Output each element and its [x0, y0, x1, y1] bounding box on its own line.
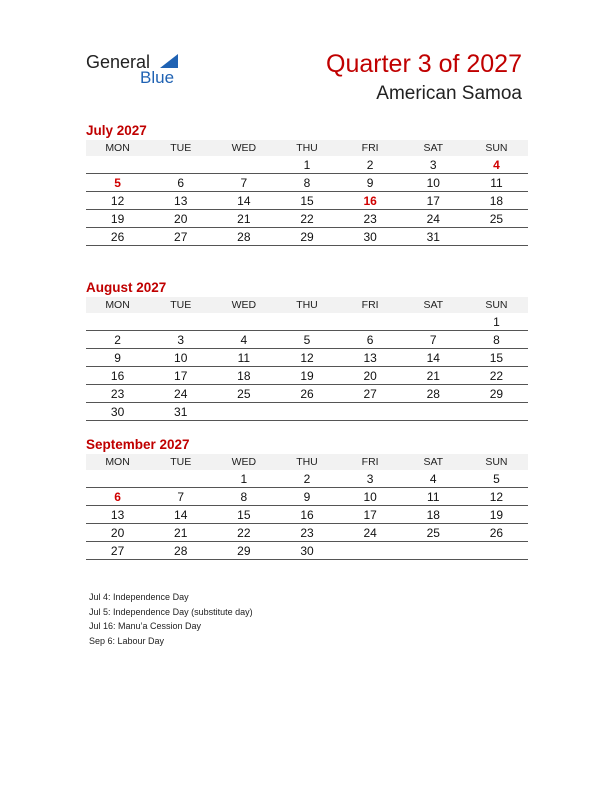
empty-day-cell: [212, 403, 275, 421]
empty-day-cell: [339, 313, 402, 331]
day-cell: 21: [212, 210, 275, 228]
empty-day-cell: [465, 403, 528, 421]
empty-day-cell: [465, 228, 528, 246]
day-cell: 9: [86, 349, 149, 367]
week-row: [86, 228, 528, 246]
day-cell: 23: [339, 210, 402, 228]
day-cell: 22: [212, 524, 275, 542]
day-cell: 8: [212, 488, 275, 506]
day-cell: 23: [275, 524, 338, 542]
weekday-header: MON: [86, 297, 149, 313]
week-row: [86, 385, 528, 403]
empty-day-cell: [86, 156, 149, 174]
day-cell: 27: [86, 542, 149, 560]
country-name: American Samoa: [376, 83, 522, 104]
holiday-note: Jul 16: Manu’a Cession Day: [89, 621, 202, 631]
day-cell: 21: [402, 367, 465, 385]
day-cell: 27: [339, 385, 402, 403]
day-cell: 13: [149, 192, 212, 210]
weekday-header: THU: [275, 297, 338, 313]
day-cell: 26: [275, 385, 338, 403]
day-cell: 16: [275, 506, 338, 524]
day-cell: 7: [149, 488, 212, 506]
day-cell: 10: [339, 488, 402, 506]
empty-day-cell: [149, 470, 212, 488]
day-cell: 19: [86, 210, 149, 228]
logo-general-text: General: [86, 52, 151, 72]
holiday-note: Jul 5: Independence Day (substitute day): [89, 606, 253, 617]
day-cell: 28: [149, 542, 212, 560]
weekday-header: MON: [86, 140, 149, 156]
month-title: July 2027: [86, 123, 147, 138]
weekday-header: FRI: [339, 454, 402, 470]
empty-day-cell: [402, 542, 465, 560]
day-cell: 19: [275, 367, 338, 385]
day-cell: 22: [465, 367, 528, 385]
day-cell: 11: [402, 488, 465, 506]
day-cell: 20: [339, 367, 402, 385]
holiday-note: Sep 6: Labour Day: [89, 635, 165, 646]
day-cell: 29: [275, 228, 338, 246]
weekday-header: THU: [275, 454, 338, 470]
day-cell: 14: [149, 506, 212, 524]
week-row: [86, 331, 528, 349]
empty-day-cell: [149, 156, 212, 174]
day-cell: 9: [339, 174, 402, 192]
day-cell: 18: [212, 367, 275, 385]
empty-day-cell: [149, 313, 212, 331]
day-cell: 24: [402, 210, 465, 228]
day-cell: 10: [149, 349, 212, 367]
day-cell: 19: [465, 506, 528, 524]
month-title: August 2027: [86, 280, 167, 295]
day-cell: 7: [402, 331, 465, 349]
page-title: Quarter 3 of 2027: [326, 50, 522, 78]
day-cell: 18: [402, 506, 465, 524]
day-cell: 30: [275, 542, 338, 560]
weekday-header: FRI: [339, 140, 402, 156]
week-row: [86, 542, 528, 560]
holiday-notes: [89, 590, 253, 648]
day-cell: 4: [212, 331, 275, 349]
day-cell: 30: [339, 228, 402, 246]
day-cell: 5: [275, 331, 338, 349]
weekday-header: SUN: [465, 297, 528, 313]
day-cell: 13: [339, 349, 402, 367]
day-cell: 20: [86, 524, 149, 542]
week-row: [86, 470, 528, 488]
day-cell: 12: [465, 488, 528, 506]
day-cell: 16: [86, 367, 149, 385]
day-cell: 5: [465, 470, 528, 488]
weekday-header: THU: [275, 140, 338, 156]
day-cell: 25: [402, 524, 465, 542]
day-cell: 6: [86, 488, 149, 506]
day-cell: 1: [212, 470, 275, 488]
weekday-header: SUN: [465, 454, 528, 470]
day-cell: 15: [275, 192, 338, 210]
day-cell: 17: [339, 506, 402, 524]
calendar-table: [86, 454, 528, 560]
weekday-header: WED: [212, 454, 275, 470]
week-row: [86, 156, 528, 174]
day-cell: 14: [212, 192, 275, 210]
weekday-header: SAT: [402, 297, 465, 313]
day-cell: 24: [149, 385, 212, 403]
day-cell: 28: [212, 228, 275, 246]
day-cell: 31: [149, 403, 212, 421]
month-title: September 2027: [86, 437, 190, 452]
week-row: [86, 506, 528, 524]
day-cell: 23: [86, 385, 149, 403]
empty-day-cell: [402, 313, 465, 331]
day-cell: 26: [86, 228, 149, 246]
empty-day-cell: [212, 156, 275, 174]
day-cell: 7: [212, 174, 275, 192]
day-cell: 24: [339, 524, 402, 542]
day-cell: 20: [149, 210, 212, 228]
day-cell: 29: [465, 385, 528, 403]
day-cell: 15: [465, 349, 528, 367]
day-cell: 10: [402, 174, 465, 192]
week-row: [86, 313, 528, 331]
day-cell: 14: [402, 349, 465, 367]
empty-day-cell: [275, 403, 338, 421]
weekday-header: MON: [86, 454, 149, 470]
week-row: [86, 403, 528, 421]
day-cell: 6: [339, 331, 402, 349]
day-cell: 25: [465, 210, 528, 228]
empty-day-cell: [275, 313, 338, 331]
day-cell: 4: [402, 470, 465, 488]
calendar-table: [86, 297, 528, 421]
day-cell: 17: [402, 192, 465, 210]
week-row: [86, 488, 528, 506]
weekday-header: SAT: [402, 140, 465, 156]
weekday-header: FRI: [339, 297, 402, 313]
logo-triangle-icon: [160, 54, 178, 68]
empty-day-cell: [212, 313, 275, 331]
month-july: [86, 122, 528, 246]
weekday-header: TUE: [149, 297, 212, 313]
day-cell: 9: [275, 488, 338, 506]
empty-day-cell: [465, 542, 528, 560]
empty-day-cell: [86, 313, 149, 331]
weekday-header: WED: [212, 297, 275, 313]
day-cell: 8: [275, 174, 338, 192]
week-row: [86, 367, 528, 385]
day-cell: 31: [402, 228, 465, 246]
week-row: [86, 174, 528, 192]
day-cell: 3: [402, 156, 465, 174]
day-cell: 17: [149, 367, 212, 385]
logo-blue-text: Blue: [140, 68, 175, 87]
empty-day-cell: [402, 403, 465, 421]
day-cell: 25: [212, 385, 275, 403]
day-cell: 30: [86, 403, 149, 421]
day-cell: 28: [402, 385, 465, 403]
day-cell: 2: [339, 156, 402, 174]
day-cell: 26: [465, 524, 528, 542]
weekday-header: TUE: [149, 140, 212, 156]
holiday-note: Jul 4: Independence Day: [89, 592, 189, 602]
day-cell: 27: [149, 228, 212, 246]
day-cell: 13: [86, 506, 149, 524]
day-cell: 11: [465, 174, 528, 192]
day-cell: 11: [212, 349, 275, 367]
week-row: [86, 524, 528, 542]
week-row: [86, 210, 528, 228]
day-cell: 15: [212, 506, 275, 524]
day-cell: 3: [339, 470, 402, 488]
calendar-table: [86, 140, 528, 246]
month-august: [86, 279, 528, 421]
day-cell: 29: [212, 542, 275, 560]
logo: [86, 52, 196, 92]
day-cell: 8: [465, 331, 528, 349]
empty-day-cell: [339, 403, 402, 421]
day-cell: 18: [465, 192, 528, 210]
week-row: [86, 192, 528, 210]
day-cell: 4: [465, 156, 528, 174]
day-cell: 16: [339, 192, 402, 210]
weekday-header: SAT: [402, 454, 465, 470]
day-cell: 5: [86, 174, 149, 192]
day-cell: 1: [465, 313, 528, 331]
month-september: [86, 436, 528, 560]
empty-day-cell: [86, 470, 149, 488]
weekday-header: SUN: [465, 140, 528, 156]
day-cell: 3: [149, 331, 212, 349]
weekday-header: WED: [212, 140, 275, 156]
day-cell: 12: [86, 192, 149, 210]
day-cell: 12: [275, 349, 338, 367]
day-cell: 2: [86, 331, 149, 349]
day-cell: 2: [275, 470, 338, 488]
day-cell: 21: [149, 524, 212, 542]
weekday-header: TUE: [149, 454, 212, 470]
week-row: [86, 349, 528, 367]
day-cell: 1: [275, 156, 338, 174]
empty-day-cell: [339, 542, 402, 560]
day-cell: 6: [149, 174, 212, 192]
day-cell: 22: [275, 210, 338, 228]
